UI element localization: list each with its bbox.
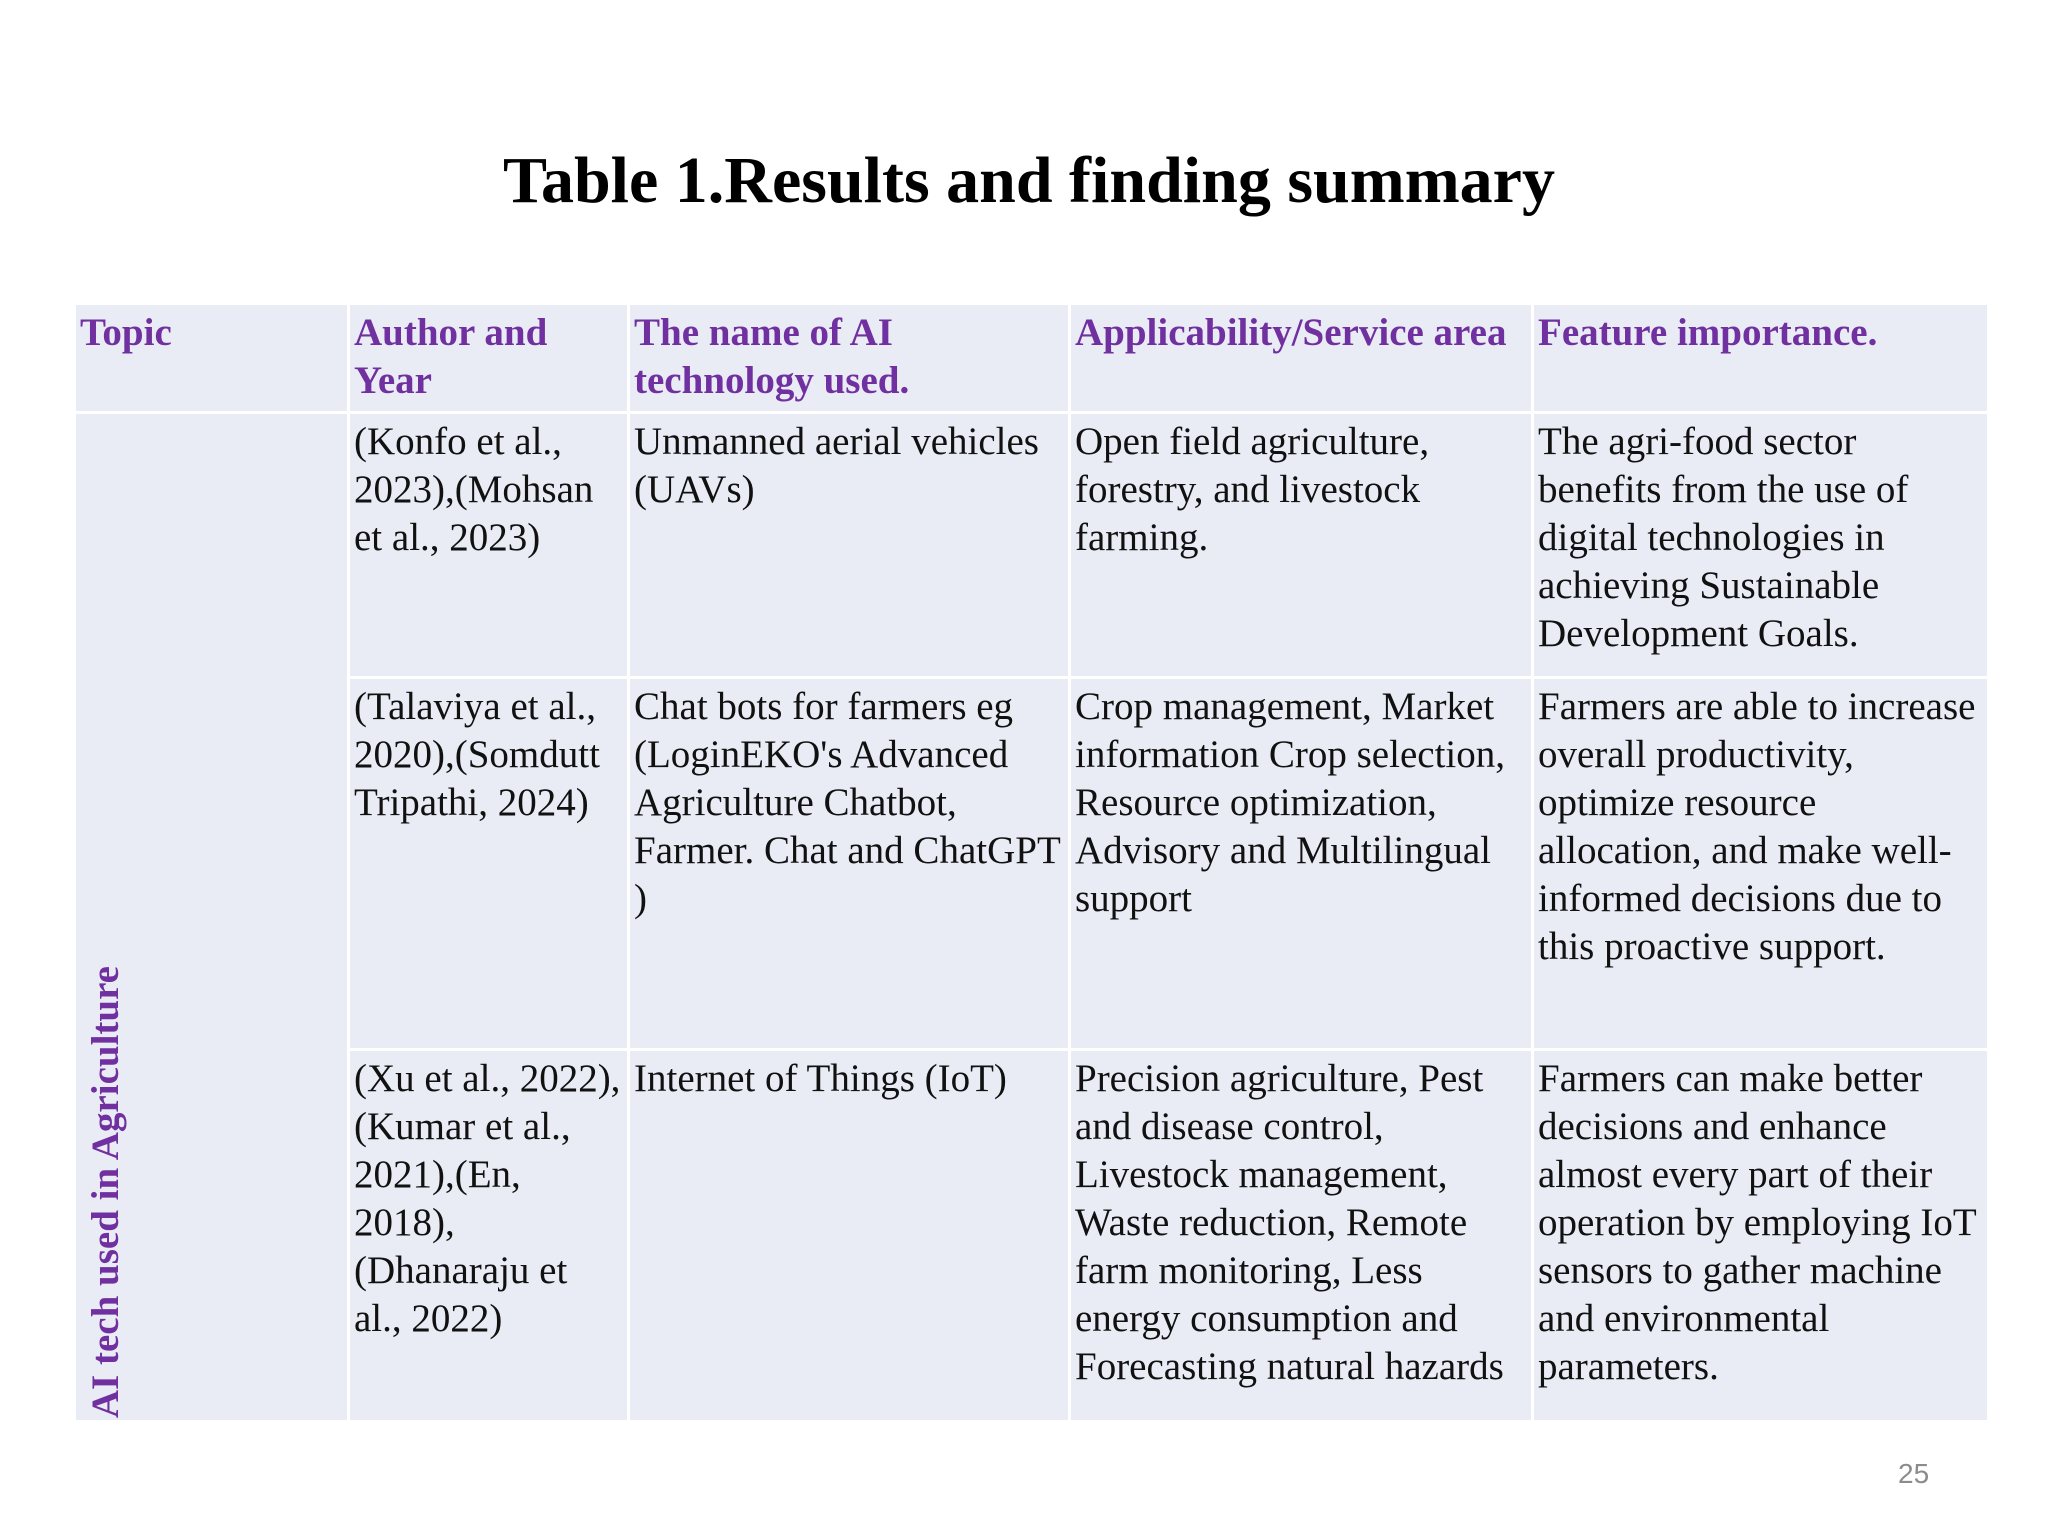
importance-cell: Farmers are able to increase overall productivity, optimize resource allocation, and make well-informed decisions due to this proactive support. bbox=[1533, 678, 1989, 1050]
header-feature-importance: Feature importance. bbox=[1533, 304, 1989, 413]
table-header-row bbox=[75, 304, 1989, 413]
importance-cell: Farmers can make better decisions and enhance almost every part of their operation by employing IoT sensors to gather machine and environmental parameters. bbox=[1533, 1050, 1989, 1422]
table-row bbox=[75, 1050, 1989, 1422]
technology-cell: Unmanned aerial vehicles (UAVs) bbox=[629, 413, 1070, 678]
author-cell: (Xu et al., 2022),(Kumar et al., 2021),(En, 2018),(Dhanaraju et al., 2022) bbox=[349, 1050, 629, 1422]
service-area-cell: Precision agriculture, Pest and disease control, Livestock management, Waste reduction, Remote farm monitoring, Less energy consumption and Forecasting natural hazards bbox=[1070, 1050, 1533, 1422]
slide-title: Table 1.Results and finding summary bbox=[503, 144, 1555, 217]
table-row bbox=[75, 413, 1989, 678]
topic-cell bbox=[75, 413, 349, 1422]
results-table bbox=[73, 302, 1990, 1423]
technology-cell: Internet of Things (IoT) bbox=[629, 1050, 1070, 1422]
page-number: 25 bbox=[1898, 1458, 1930, 1489]
service-area-cell: Crop management, Market information Crop selection, Resource optimization, Advisory and Multilingual support bbox=[1070, 678, 1533, 1050]
header-service-area: Applicability/Service area bbox=[1070, 304, 1533, 413]
header-topic: Topic bbox=[75, 304, 349, 413]
table-row bbox=[75, 678, 1989, 1050]
technology-cell: Chat bots for farmers eg (LoginEKO's Advanced Agriculture Chatbot, Farmer. Chat and ChatGPT ) bbox=[629, 678, 1070, 1050]
topic-label: AI tech used in Agriculture bbox=[84, 965, 127, 1418]
header-author-year: Author and Year bbox=[349, 304, 629, 413]
header-technology: The name of AI technology used. bbox=[629, 304, 1070, 413]
author-cell: (Konfo et al., 2023),(Mohsan et al., 2023) bbox=[349, 413, 629, 678]
author-cell: (Talaviya et al., 2020),(Somdutt Tripathi, 2024) bbox=[349, 678, 629, 1050]
importance-cell: The agri-food sector benefits from the use of digital technologies in achieving Sustainable Development Goals. bbox=[1533, 413, 1989, 678]
service-area-cell: Open field agriculture, forestry, and livestock farming. bbox=[1070, 413, 1533, 678]
